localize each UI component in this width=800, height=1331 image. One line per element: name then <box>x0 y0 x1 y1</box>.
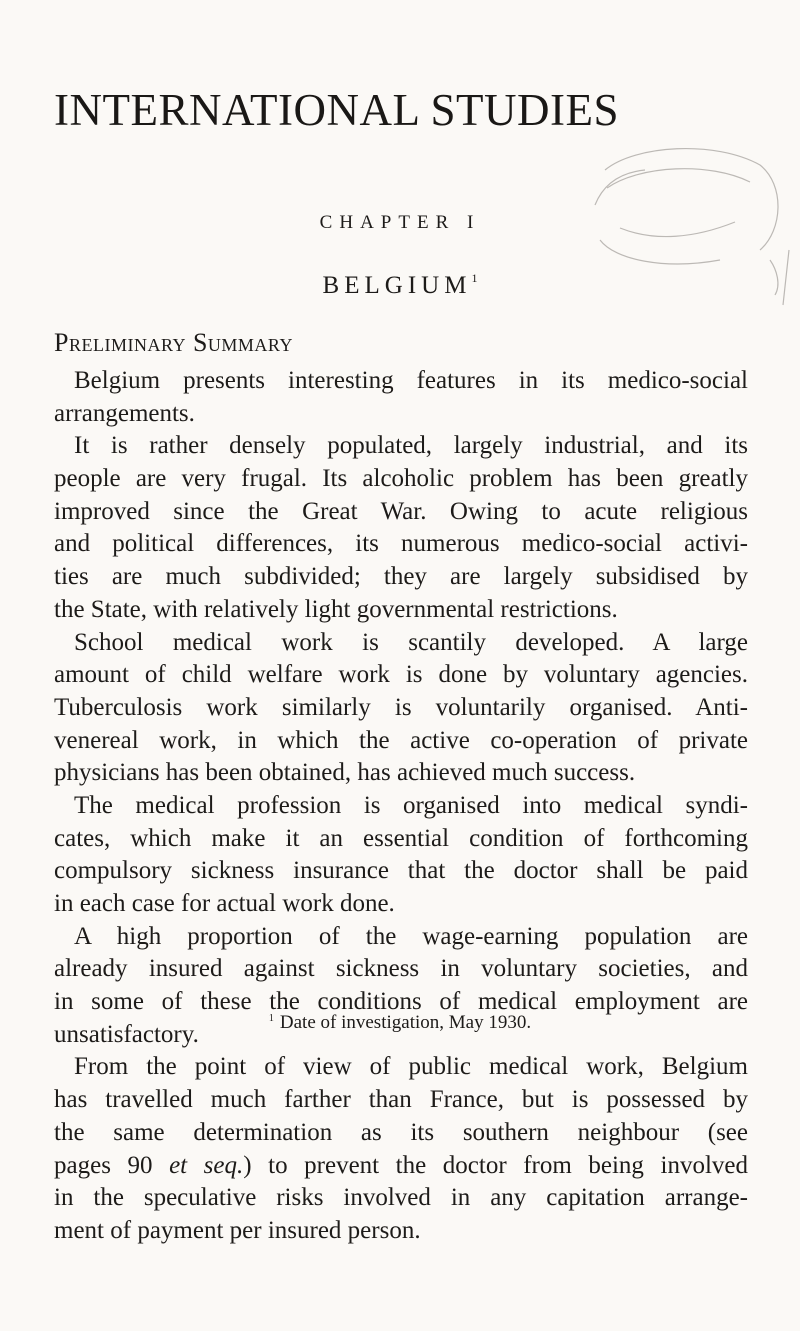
text-line: ties are much subdivided; they are largely subsidised by <box>54 563 748 591</box>
text-line: compulsory sickness insurance that the doctor shall be paid <box>54 857 748 885</box>
text-line: From the point of view of public medical work, Belgium <box>74 1053 748 1081</box>
section-heading: Preliminary Summary <box>54 328 293 357</box>
text-line <box>54 1150 748 1183</box>
footnote <box>0 1012 800 1034</box>
chapter-country: BELGIUM <box>322 272 472 299</box>
text-line: physicians has been obtained, has achieved much success. <box>54 759 636 787</box>
text-line: already insured against sickness in voluntary societies, and <box>54 955 748 983</box>
text-line: amount of child welfare work is done by voluntary agencies. <box>54 661 748 689</box>
text-line: the State, with relatively light governmental restrictions. <box>54 595 618 623</box>
running-title: INTERNATIONAL STUDIES <box>54 85 620 135</box>
text-line: in each case for actual work done. <box>54 890 395 917</box>
chapter-label: CHAPTER I <box>319 212 481 233</box>
text-line: in the speculative risks involved in any capitation arrange- <box>54 1184 748 1212</box>
text-line: the same determination as its southern neighbour (see <box>54 1118 748 1146</box>
text-line: improved since the Great War. Owing to acute religious <box>54 497 748 525</box>
italic-reference: et seq. <box>169 1151 244 1179</box>
summary-text <box>54 365 748 1248</box>
text-fragment: ) to prevent the doctor from being involved <box>243 1151 748 1179</box>
text-line: Belgium presents interesting features in its medico-social <box>74 367 748 394</box>
text-line: arrangements. <box>54 399 195 427</box>
footnote-text: Date of investigation, May 1930. <box>279 1012 532 1033</box>
text-line: people are very frugal. Its alcoholic problem has been greatly <box>54 465 748 493</box>
text-line: venereal work, in which the active co-operation of private <box>54 726 748 754</box>
text-line: Tuberculosis work similarly is voluntarily organised. Anti- <box>54 693 748 721</box>
chapter-title <box>0 272 800 300</box>
footnote-number: 1 <box>268 1012 274 1024</box>
text-line: and political differences, its numerous medico-social activi- <box>54 530 748 558</box>
text-fragment: pages 90 <box>54 1151 170 1179</box>
text-line: unsatisfactory. <box>54 1020 199 1048</box>
text-line: in some of these the conditions of medical employment are <box>54 988 748 1016</box>
text-line: The medical profession is organised into medical syndi- <box>74 791 748 819</box>
text-line: cates, which make it an essential condition of forthcoming <box>54 824 748 852</box>
text-line: ment of payment per insured person. <box>54 1216 421 1244</box>
text-line: School medical work is scantily developed. A large <box>74 628 748 656</box>
text-line: It is rather densely populated, largely industrial, and its <box>74 432 748 460</box>
footnote-marker: 1 <box>471 270 478 285</box>
text-line: A high proportion of the wage-earning population are <box>74 922 748 950</box>
text-line: has travelled much farther than France, but is possessed by <box>54 1086 748 1114</box>
